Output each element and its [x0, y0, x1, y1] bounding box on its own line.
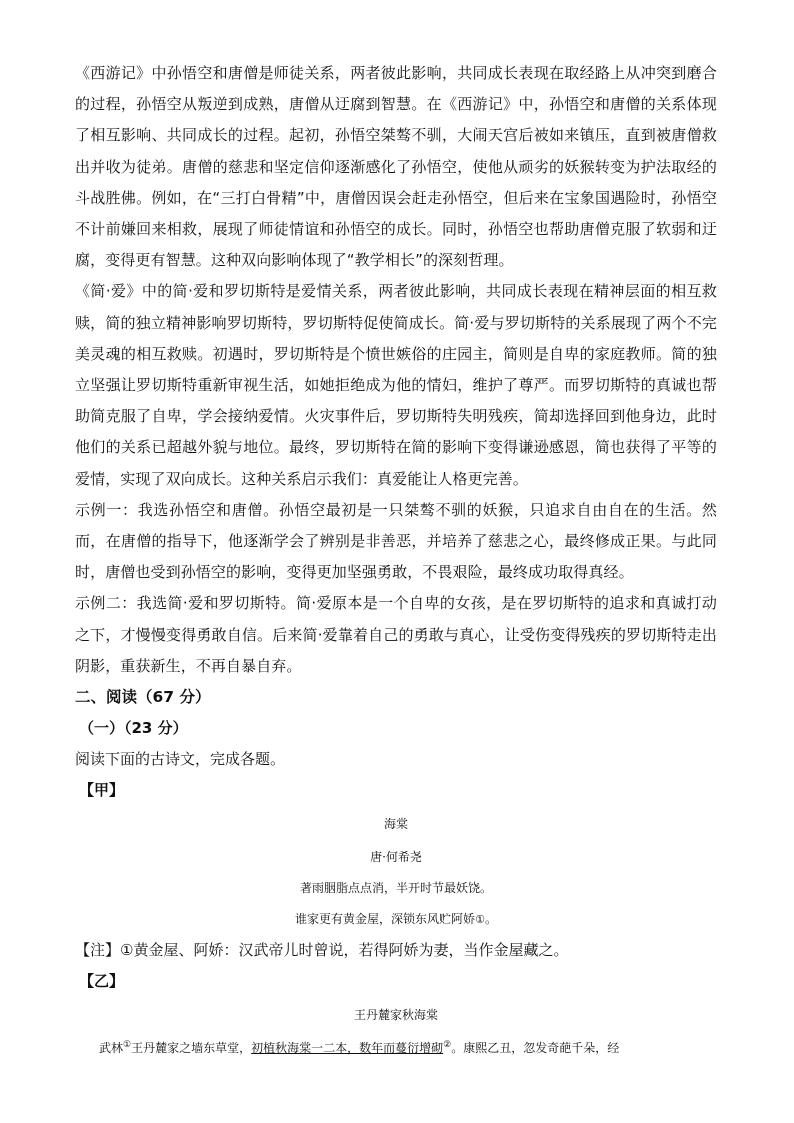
prose-seg-4: 。康熙乙丑，忽发奇葩千朵，经 — [451, 1041, 620, 1056]
prose-title: 王丹麓家秋海棠 — [353, 1008, 438, 1023]
instruction-text: 阅读下面的古诗文，完成各题。 — [75, 750, 286, 769]
subsection-heading: （一）（23 分） — [79, 719, 188, 738]
label-jia: 【甲】 — [79, 781, 125, 800]
poem-title: 海棠 — [383, 817, 408, 832]
document-body — [75, 58, 717, 1063]
poem-line-2-end: 。 — [484, 912, 497, 927]
section-heading-reading: 二、阅读（67 分） — [75, 688, 211, 707]
footnote-mark-prose-1: ① — [123, 1040, 132, 1051]
answer-example-one: 示例一：我选孙悟空和唐僧。孙悟空最初是一只桀骜不驯的妖猴，只追求自由自在的生活。然而，在唐僧的指导下，他逐渐学会了辨别是非善恶，并培养了慈悲之心，最终修成正果。与此同时，唐僧也受到孙悟空的影响，变得更加坚强勇敢，不畏艰险，最终成功取得真经。 — [75, 500, 717, 582]
footnote-mark-1: ① — [475, 913, 485, 927]
answer-paragraph-jane-eyre: 《简·爱》中的简·爱和罗切斯特是爱情关系，两者彼此影响，共同成长表现在精神层面的相互救赎，简的独立精神影响罗切斯特，罗切斯特促使简成长。简·爱与罗切斯特的关系展现了两个不完美灵魂的相互救赎。初遇时，罗切斯特是个愤世嫉俗的庄园主，简则是自卑的家庭教师。简的独立坚强让罗切斯特重新审视生活，如她拒绝成为他的情妇，维护了尊严。而罗切斯特的真诚也帮助简克服了自卑，学会接纳爱情。火灾事件后，罗切斯特失明残疾，简却选择回到他身边，此时他们的关系已超越外貌与地位。最终，罗切斯特在简的影响下变得谦逊感恩，简也获得了平等的爱情，实现了双向成长。这种关系启示我们：真爱能让人格更完善。 — [75, 282, 717, 488]
prose-seg-2: 王丹麓家之墙东草堂， — [131, 1041, 252, 1056]
poem-line-2 — [75, 904, 717, 935]
poem-line-1: 著雨胭脂点点消，半开时节最妖饶。 — [299, 881, 492, 896]
poem-line-2-text: 谁家更有黄金屋，深锁东风贮阿娇 — [295, 912, 476, 927]
footnote-mark-prose-2: ② — [443, 1040, 452, 1051]
poem-author: 唐·何希尧 — [370, 850, 422, 865]
prose-seg-1: 武林 — [99, 1041, 124, 1056]
prose-first-line — [75, 1033, 717, 1063]
prose-underlined-sentence: 初植秋海棠一二本，数年而蔓衍增砌 — [251, 1041, 444, 1056]
answer-paragraph-xiyouji: 《西游记》中孙悟空和唐僧是师徒关系，两者彼此影响，共同成长表现在取经路上从冲突到磨合的过程，孙悟空从叛逆到成熟，唐僧从迂腐到智慧。在《西游记》中，孙悟空和唐僧的关系体现了相互影响、共同成长的过程。起初，孙悟空桀骜不驯，大闹天宫后被如来镇压，直到被唐僧救出并收为徒弟。唐僧的慈悲和坚定信仰逐渐感化了孙悟空，使他从顽劣的妖猴转变为护法取经的斗战胜佛。例如，在“三打白骨精”中，唐僧因误会赶走孙悟空，但后来在宝象国遇险时，孙悟空不计前嫌回来相救，展现了师徒情谊和孙悟空的成长。同时，孙悟空也帮助唐僧克服了软弱和迂腐，变得更有智慧。这种双向影响体现了“教学相长”的深刻哲理。 — [75, 64, 717, 270]
poem-note: 【注】①黄金屋、阿娇：汉武帝儿时曾说，若得阿娇为妻，当作金屋藏之。 — [75, 941, 569, 960]
answer-example-two: 示例二：我选简·爱和罗切斯特。简·爱原本是一个自卑的女孩，是在罗切斯特的追求和真诚打动之下，才慢慢变得勇敢自信。后来简·爱靠着自己的勇敢与真心，让受伤变得残疾的罗切斯特走出阴影，重获新生，不再自暴自弃。 — [75, 594, 717, 675]
label-yi: 【乙】 — [79, 972, 125, 991]
